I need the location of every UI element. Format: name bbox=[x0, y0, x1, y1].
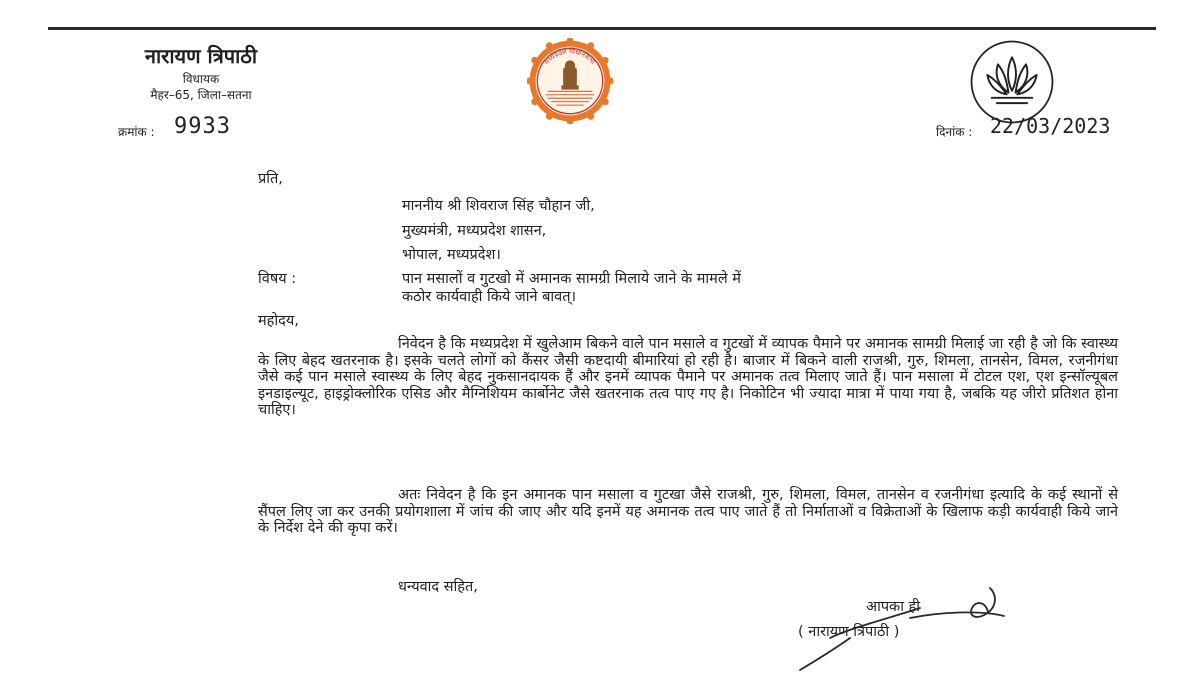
sender-name: नारायण त्रिपाठी bbox=[144, 44, 258, 68]
body-paragraph-1: निवेदन है कि मध्यप्रदेश में खुलेआम बिकने वाले पान मसाले व गुटखों में व्यापक पैमाने पर अमानक सामग्री मिलाई जा रही है जो कि स्वास्थ्य के लिए बेहद खतरनाक है। इसके चलते लोगों को कैंसर जैसी कष्टदायी बीमारियां हो रही है। बाजार में बिकने वाली राजश्री, गुरु, शिमला, तानसेन, विमल, रजनीगंधा जैसे कई पान मसाले स्वास्थ्य के लिए बेहद नुकसानदायक हैं और इनमें व्यापक पैमाने पर अमानक तत्व मिलाए जाते हैं। पान मसाला में टोटल एश, एश इन्सॉल्यूबल इनडाइल्यूट, हाइड्रोक्लोरिक एसिड और मैग्निशियम कार्बोनेट जैसे खतरनाक तत्व पाए गए है। निकोटिन भी ज्यादा मात्रा में पाया गया है, जबकि यह जीरो प्रतिशत होना चाहिए। bbox=[258, 336, 1118, 419]
reference-number: 9933 bbox=[174, 114, 231, 139]
sender-role: विधायक bbox=[182, 72, 220, 86]
assembly-emblem-icon bbox=[527, 38, 613, 124]
sender-constituency: मैहर–65, जिला–सतना bbox=[150, 88, 252, 102]
top-divider bbox=[48, 27, 1156, 30]
closing-text: धन्यवाद सहित, bbox=[398, 579, 478, 595]
signoff-phrase: आपका ही bbox=[866, 599, 921, 615]
subject-line-2: कठोर कार्यवाही किये जाने बावत्। bbox=[402, 289, 576, 305]
subject-line-1: पान मसालों व गुटखो में अमानक सामग्री मिलाये जाने के मामले में bbox=[402, 271, 741, 287]
date-value: 22/03/2023 bbox=[990, 114, 1111, 138]
lotus-logo-icon bbox=[968, 38, 1056, 126]
date-label: दिनांक : bbox=[936, 125, 973, 139]
reference-label: क्रमांक : bbox=[118, 125, 155, 139]
subject-label: विषय : bbox=[258, 271, 297, 287]
recipient-prefix: प्रति, bbox=[258, 171, 283, 187]
recipient-designation: मुख्यमंत्री, मध्यप्रदेश शासन, bbox=[402, 223, 547, 239]
emblem-text: मध्यप्रदेश विधानसभा bbox=[543, 47, 597, 67]
recipient-name: माननीय श्री शिवराज सिंह चौहान जी, bbox=[402, 198, 595, 214]
salutation: महोदय, bbox=[258, 313, 299, 329]
body-paragraph-2: अतः निवेदन है कि इन अमानक पान मसाला व गुटखा जैसे राजश्री, गुरु, शिमला, विमल, तानसेन व रजनीगंधा इत्यादि के कई स्थानों से सैंपल लिए जा कर उनकी प्रयोगशाला में जांच की जाए और यदि इनमें यह अमानक तत्व पाए जाते हैं तो निर्माताओं व विक्रेताओं के खिलाफ कड़ी कार्यवाही किये जाने के निर्देश देने की कृपा करें। bbox=[258, 487, 1118, 537]
recipient-location: भोपाल, मध्यप्रदेश। bbox=[402, 247, 501, 263]
signatory-name: ( नारायण त्रिपाठी ) bbox=[798, 624, 900, 640]
